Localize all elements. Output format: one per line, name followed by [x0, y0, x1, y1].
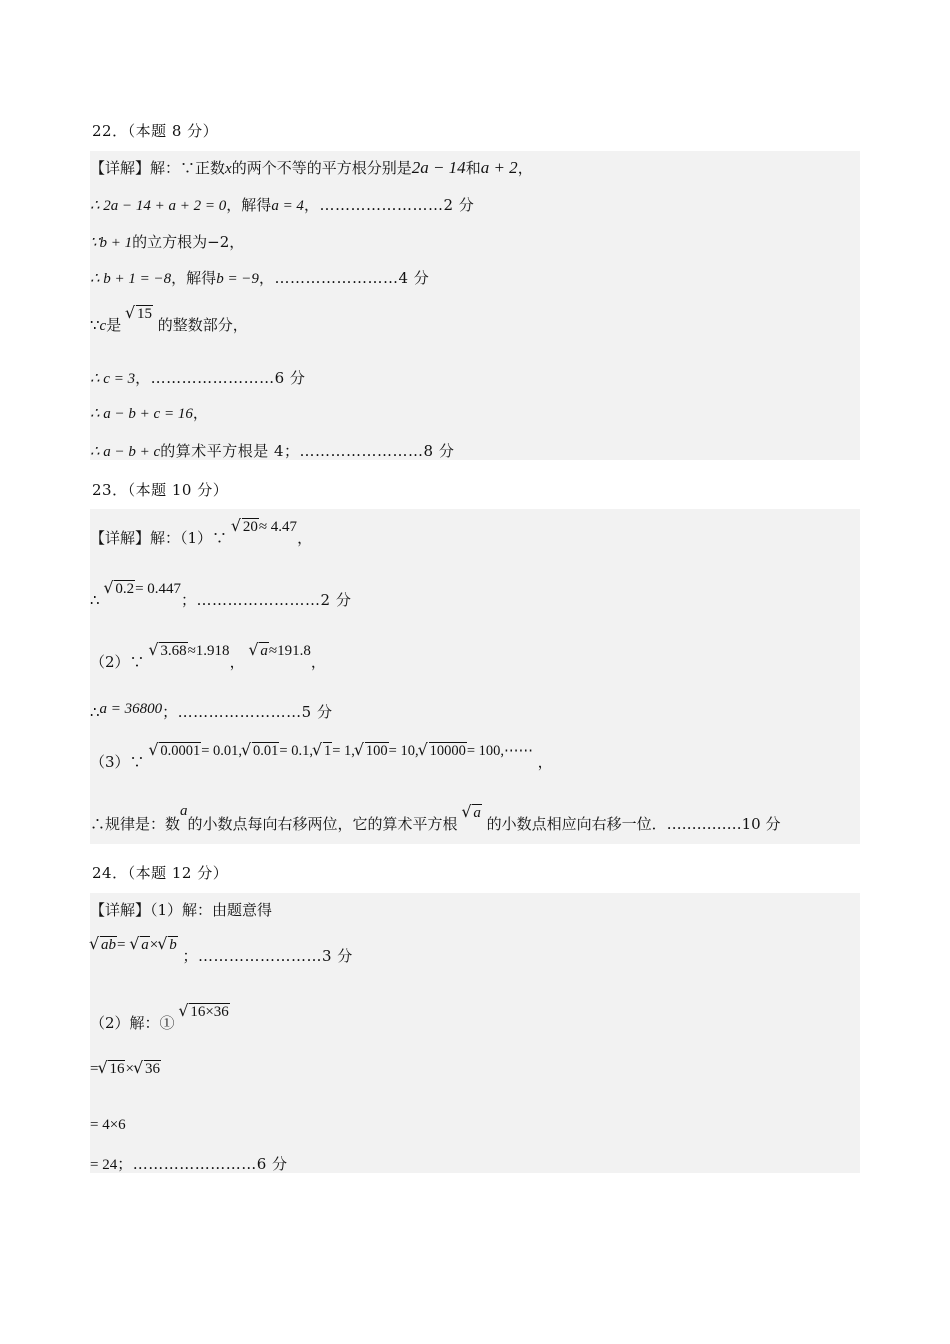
q24-sqrt-36: √ 36: [135, 1060, 161, 1078]
q23-score-2: ；……………………2 分: [181, 591, 352, 609]
q22-l7b: ，: [192, 404, 208, 422]
q22-root-expr-2: a + 2: [480, 158, 518, 177]
q22-l5b: 是: [106, 316, 122, 334]
q22-sum-eq: ∴ a − b + c = 16: [90, 406, 193, 422]
q22-l5d: 的整数部分，: [157, 316, 248, 334]
q22-line-6: [90, 367, 305, 388]
q23-sqrt-0-2: √ 0.2: [105, 580, 135, 598]
q23-l1c: ，: [297, 529, 313, 547]
q24-heading: 24．（本题 12 分）: [92, 864, 229, 882]
q24-l4-times: ×: [125, 1061, 134, 1077]
q23-solution-box: [90, 509, 860, 844]
q22-line-8: [90, 440, 454, 461]
q24-line-6: [90, 1153, 288, 1174]
q22-score-8: 的算术平方根是 4；……………………8 分: [160, 442, 455, 460]
q22-b-value: b = −9: [216, 271, 259, 287]
q23-sqrt-3-68: √ 3.68: [150, 642, 187, 660]
q22-score-2: ，……………………2 分: [303, 196, 475, 214]
q22-solution-box: [90, 151, 860, 460]
q22-l1f: ，: [517, 159, 533, 177]
q24-solution-box: [90, 893, 860, 1173]
q23-line-6: [90, 803, 781, 834]
q23-l4a: ∴: [90, 703, 100, 721]
q23-line-1: [90, 519, 313, 548]
q22-x: x: [225, 161, 232, 177]
q22-line-2: [90, 194, 474, 215]
q22-l4b: ，解得: [171, 269, 217, 287]
q23-a-value: a = 36800: [99, 701, 163, 717]
q22-l5a: ∵: [90, 316, 100, 334]
q23-sqrt-a: √ a: [250, 642, 269, 660]
q23-l3a: （2）∵: [90, 653, 145, 671]
q22-score-4: ，……………………4 分: [258, 269, 430, 287]
q22-l1d: 和: [465, 159, 481, 177]
q24-sqrt-16x36: √ 16×36: [180, 1003, 229, 1021]
q24-sqrt-16: √ 16: [99, 1060, 125, 1078]
q22-line-4: [90, 267, 429, 288]
q23-sqrt-0-01: √ 0.01: [243, 742, 279, 760]
q22-line-5: [90, 306, 248, 335]
q23-line-5: [90, 743, 553, 772]
q24-l4-eq: =: [90, 1061, 99, 1077]
q23-l5g: ，: [537, 753, 553, 771]
q22-b-expr: ∵b + 1: [90, 235, 133, 251]
q22-line-1: [90, 157, 533, 178]
q23-a: a: [180, 803, 188, 819]
q24-sqrt-b: √ b: [159, 936, 178, 954]
q23-l6b: 的小数点每向右移两位，它的算术平方根: [187, 815, 458, 833]
q23-approx-20: ≈ 4.47: [258, 519, 298, 535]
q23-sqrt-20: √ 20: [233, 518, 259, 536]
q24-product: = 4×6: [90, 1117, 126, 1133]
q22-sqrt-15: √ 15: [127, 305, 153, 323]
q22-l3b: 的立方根为−2，: [132, 233, 245, 251]
q24-sqrt-ab: √ ab: [91, 936, 117, 954]
q22-eq-1: ∴ 2a − 14 + a + 2 = 0: [90, 198, 227, 214]
q22-c-value: ∴ c = 3: [90, 371, 136, 387]
q23-l1a: 【详解】解：（1）∵: [90, 529, 228, 547]
q23-l3e: ，: [310, 653, 326, 671]
q23-sqrt-10000: √ 10000: [420, 742, 467, 760]
q23-sqrt-1: √ 1: [314, 742, 332, 760]
q24-line-4: [90, 1059, 161, 1078]
q24-score-3: ；……………………3 分: [182, 947, 353, 965]
q24-times: ×: [149, 937, 159, 953]
q23-val-10: = 10,: [388, 743, 419, 759]
q22-heading: 22．（本题 8 分）: [92, 122, 219, 140]
q24-sqrt-a: √ a: [131, 936, 150, 954]
q23-l2a: ∴: [90, 591, 100, 609]
q22-a-value: a = 4: [271, 198, 304, 214]
q23-approx-191-8: ≈191.8: [268, 643, 311, 659]
q23-l3c: ，: [229, 653, 245, 671]
q23-val-0-01: = 0.01,: [201, 743, 243, 759]
q24-score-6: ；……………………6 分: [117, 1155, 288, 1173]
q23-sqrt-a-2: √ a: [463, 804, 482, 822]
q22-l2b: ，解得: [226, 196, 272, 214]
q23-line-4: [90, 701, 332, 722]
q24-result: = 24: [90, 1157, 118, 1173]
q22-l1b: 的两个不等的平方根分别是: [231, 159, 412, 177]
q24-line-3: [90, 1004, 230, 1033]
q23-sqrt-0-0001: √ 0.0001: [150, 742, 201, 760]
q23-l6c: 的小数点相应向右移一位．……………10 分: [486, 815, 781, 833]
q24-l3a: （2）解：①: [90, 1014, 175, 1032]
q23-score-5: ；……………………5 分: [162, 703, 333, 721]
q24-line-1: 【详解】（1）解：由题意得: [90, 901, 273, 919]
q22-line-7: [90, 402, 208, 423]
q22-eq-2: ∴ b + 1 = −8: [90, 271, 172, 287]
q23-l6a: ∴规律是：数: [90, 815, 181, 833]
q23-val-0-1: = 0.1,: [279, 743, 313, 759]
q22-root-expr-1: 2a − 14: [411, 158, 466, 177]
q24-line-2: [90, 937, 353, 966]
q23-val-0-447: = 0.447: [135, 581, 182, 597]
q24-line-5: [90, 1115, 126, 1134]
q23-heading: 23．（本题 10 分）: [92, 481, 229, 499]
q23-l5a: （3）∵: [90, 753, 145, 771]
q22-sum-expr: ∴ a − b + c: [90, 444, 161, 460]
q24-eq-sign: =: [117, 937, 126, 953]
q23-val-100: = 100,⋯⋯: [466, 743, 534, 759]
q22-c: c: [99, 318, 107, 334]
q22-score-6: ，……………………6 分: [135, 369, 306, 387]
q22-l1a: 【详解】解：∵正数: [90, 159, 226, 177]
q23-line-3: [90, 643, 326, 672]
q23-val-1: = 1,: [332, 743, 355, 759]
q23-sqrt-100: √ 100: [356, 742, 389, 760]
q23-approx-1-918: ≈1.918: [187, 643, 230, 659]
q23-line-2: [90, 581, 352, 610]
q22-line-3: [90, 231, 244, 252]
